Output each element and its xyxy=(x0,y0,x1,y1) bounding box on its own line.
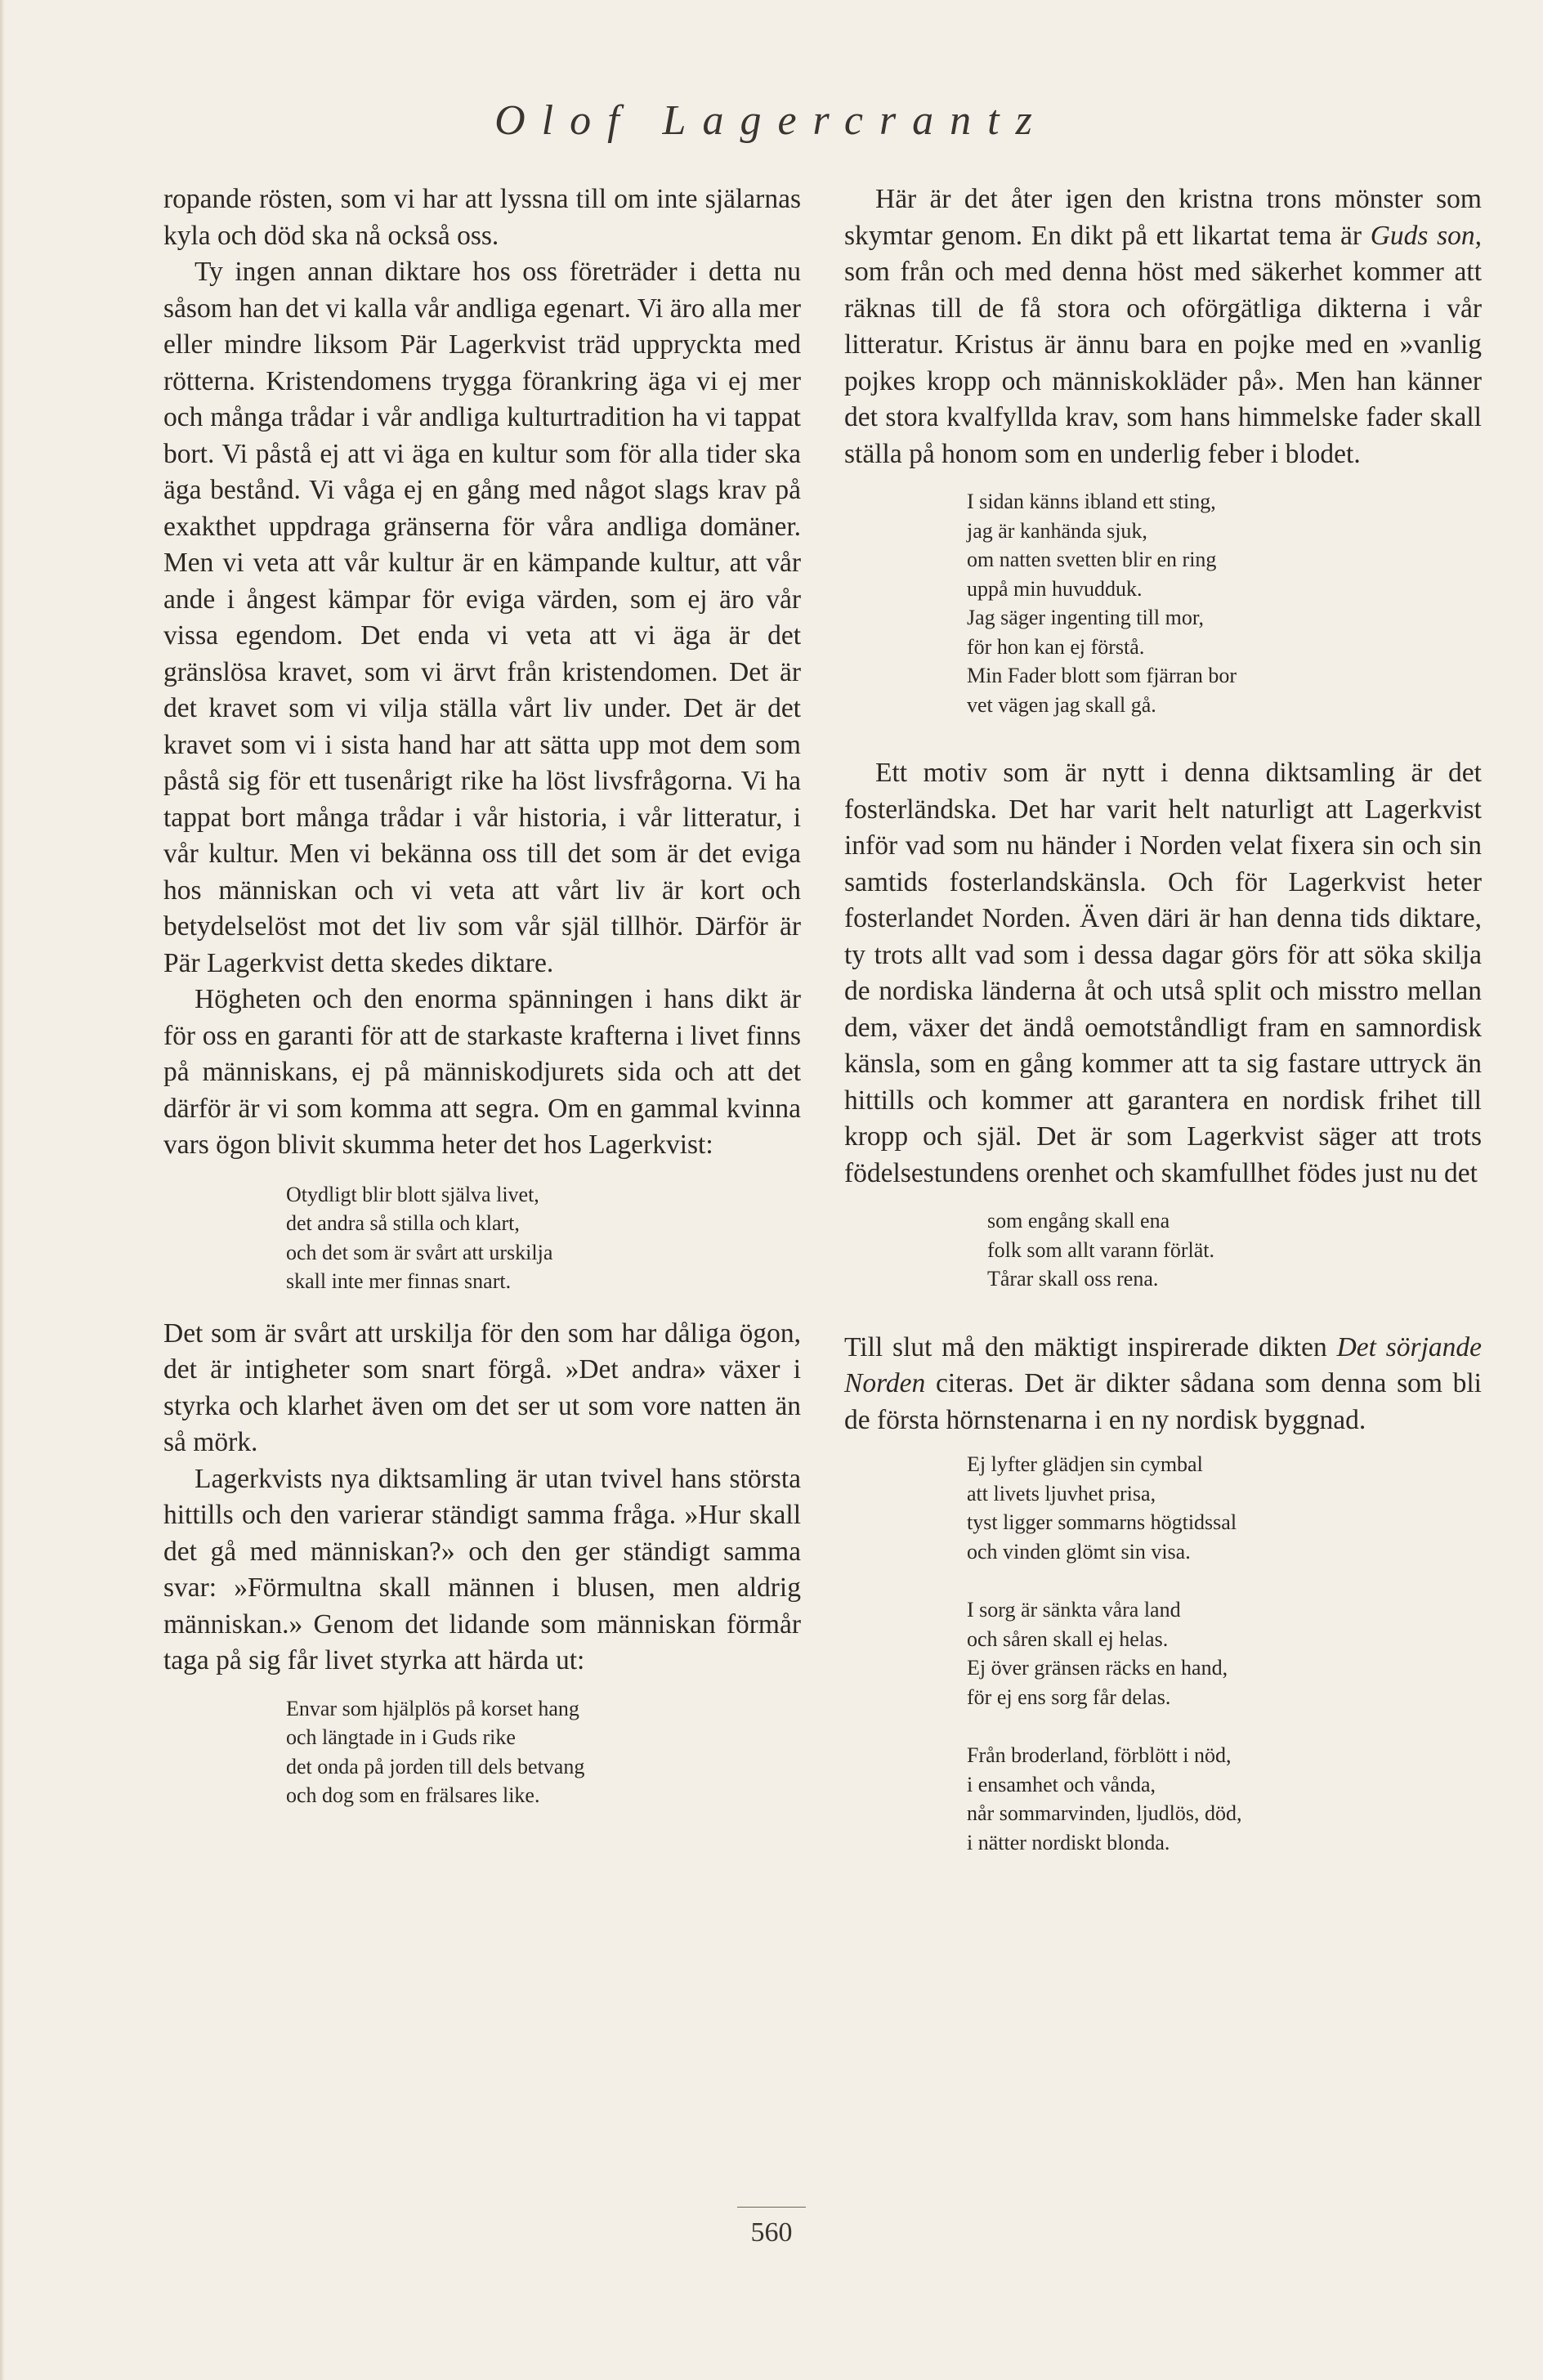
poem-som-engang xyxy=(987,1206,1482,1294)
poem-line: Min Fader blott som fjärran bor xyxy=(967,664,1237,687)
poem-line: och såren skall ej helas. xyxy=(967,1626,1169,1651)
poem-line: i ensamhet och vånda, xyxy=(967,1772,1156,1796)
poem-line: skall inte mer finnas snart. xyxy=(286,1269,512,1293)
paragraph: ropande rösten, som vi har att lyssna till om inte själarnas kyla och död ska nå också oss. xyxy=(163,184,801,251)
poem-line: Ej lyfter glädjen sin cymbal xyxy=(967,1452,1203,1476)
poem-line: det andra så stilla och klart, xyxy=(286,1211,520,1235)
poem-envar xyxy=(286,1694,801,1810)
poem-line: Envar som hjälplös på korset hang xyxy=(286,1696,579,1720)
poem-line: Jag säger ingenting till mor, xyxy=(967,606,1204,629)
paragraph xyxy=(844,1330,1482,1439)
poem-line: som engång skall ena xyxy=(987,1209,1170,1232)
paragraph xyxy=(844,181,1482,472)
work-title: Guds son, xyxy=(1370,220,1482,251)
poem-line: I sidan känns ibland ett sting, xyxy=(967,490,1216,513)
work-title: Det sörjande Norden xyxy=(844,1331,1483,1398)
page-number-rule xyxy=(737,2207,806,2208)
poem-line: och dog som en frälsares like. xyxy=(286,1783,540,1807)
poem-stanza xyxy=(967,1595,1482,1711)
poem-line: jag är kanhända sjuk, xyxy=(967,518,1147,543)
poem-i-sidan xyxy=(967,487,1482,719)
poem-stanza xyxy=(967,1450,1482,1566)
poem-line: Tårar skall oss rena. xyxy=(987,1267,1159,1291)
poem-line: tyst ligger sommarns högtidssal xyxy=(967,1510,1237,1534)
poem-line: folk som allt varann förlät. xyxy=(987,1237,1214,1262)
poem-line: för hon kan ej förstå. xyxy=(967,634,1145,659)
poem-line: i nätter nordiskt blonda. xyxy=(967,1830,1170,1854)
paragraph: Det som är svårt att urskilja för den som har dåliga ögon, det är intigheter som snart förgå. »Det andra» växer i styrka och klarhet även om det ser ut som vore natten än så mörk. xyxy=(163,1318,801,1457)
poem-line: vet vägen jag skall gå. xyxy=(967,692,1156,717)
poem-line: Ej över gränsen räcks en hand, xyxy=(967,1656,1228,1680)
text-run: Här är det åter igen den kristna trons mönster som skymtar genom. En dikt på ett likartat tema är xyxy=(844,184,1482,251)
poem-line: Från broderland, förblött i nöd, xyxy=(967,1743,1232,1767)
page-edge xyxy=(0,0,5,2380)
poem-det-sorjande-norden xyxy=(967,1450,1482,1857)
poem-line: Otydligt blir blott själva livet, xyxy=(286,1182,539,1206)
poem-line: och det som är svårt att urskilja xyxy=(286,1240,553,1264)
poem-line: uppå min huvudduk. xyxy=(967,576,1143,601)
paragraph: Lagerkvists nya diktsamling är utan tvivel hans största hittills och den varierar ständigt samma fråga. »Hur skall det gå med människan?» och den ger ständigt samma svar: »Förmultna skall männen i blusen, men aldrig människan.» Genom det lidande som människan förmår taga på sig får livet styrka att härda ut: xyxy=(163,1463,801,1675)
poem-line: att livets ljuvhet prisa, xyxy=(967,1481,1156,1505)
poem-line: och längtade in i Guds rike xyxy=(286,1725,516,1749)
poem-line: för ej ens sorg får delas. xyxy=(967,1684,1171,1709)
running-head: Olof Lagercrantz xyxy=(494,97,1049,144)
paragraph: Ty ingen annan diktare hos oss företräder i detta nu såsom han det vi kalla vår andliga egenart. Vi äro alla mer eller mindre liksom Pär Lagerkvist träd uppryckta med rötterna. Kristendomens trygga förankring äga vi ej mer och många trådar i vår andliga kulturtradition ha vi tappat bort. Vi påstå ej att vi äga en kultur som för alla tider ska äga bestånd. Vi våga ej en gång med något slags krav på exakthet uppdraga gränserna för våra andliga domäner. Men vi veta att vår kultur är en kämpande kultur, att vår ande i ångest kämpar för eviga värden, som ej äro vår vissa egendom. Det enda vi veta att vi äga är det gränslösa kravet, som vi ärvt från kristendomen. Det är det kravet som vi vilja ställa vårt liv under. Det är det kravet som vi i sista hand har att sätta upp mot dem som påstå sig för ett tusenårigt rike ha löst livsfrågorna. Vi ha tappat bort många trådar i vår historia, i vår litteratur, i vår kultur. Men vi bekänna oss till det som är det eviga hos människan och vi veta att vårt liv är kort och betydelselöst mot det liv som vår själ tillhör. Därför är Pär Lagerkvist detta skedes diktare. xyxy=(163,257,801,978)
text-run: som från och med denna höst med säkerhet kommer att räknas till de få stora och oförgätliga dikterna i vår litteratur. Kristus är ännu bara en pojke med en »vanlig pojkes kropp och människokläder på». Men han känner det stora kvalfyllda krav, som hans himmelske fader skall ställa på honom som en underlig feber i blodet. xyxy=(844,257,1482,469)
right-column xyxy=(844,181,1482,1857)
poem-line: det onda på jorden till dels betvang xyxy=(286,1754,585,1778)
poem-line: når sommarvinden, ljudlös, död, xyxy=(967,1801,1242,1825)
page-number xyxy=(0,2207,1543,2248)
text-run: Till slut må den mäktigt inspirerade dikten xyxy=(844,1331,1337,1362)
poem-stanza xyxy=(967,1741,1482,1857)
left-column xyxy=(163,181,801,1810)
text-run: citeras. Det är dikter sådana som denna som bli de första hörnstenarna i en ny nordisk byggnad. xyxy=(844,1368,1482,1435)
paragraph: Ett motiv som är nytt i denna diktsamling är det fosterländska. Det har varit helt naturligt att Lagerkvist inför vad som nu händer i Norden velat fixera sin och sin samtids fosterlandskänsla. Och för Lagerkvist heter fosterlandet Norden. Även däri är han denna tids diktare, ty trots allt vad som i dessa dagar görs för att söka skilja de nordiska länderna åt och utså split och misstro mellan dem, växer det ändå oemotståndligt fram en samnordisk känsla, som en gång kommer att ta sig fastare uttryck än hittills och kommer att garantera en nordisk frihet till kropp och själ. Det är som Lagerkvist säger att trots födelsestundens orenhet och skamfullhet födes just nu det xyxy=(844,758,1482,1188)
page-number-text: 560 xyxy=(750,2217,793,2248)
poem-line: och vinden glömt sin visa. xyxy=(967,1539,1191,1564)
poem-line: I sorg är sänkta våra land xyxy=(967,1598,1181,1622)
poem-line: om natten svetten blir en ring xyxy=(967,548,1217,571)
poem-otydligt xyxy=(286,1180,801,1296)
paragraph: Högheten och den enorma spänningen i hans dikt är för oss en garanti för att de starkaste krafterna i livet finns på människans, ej på människodjurets sida och att det därför är vi som komma att segra. Om en gammal kvinna vars ögon blivit skumma heter det hos Lagerkvist: xyxy=(163,984,801,1160)
